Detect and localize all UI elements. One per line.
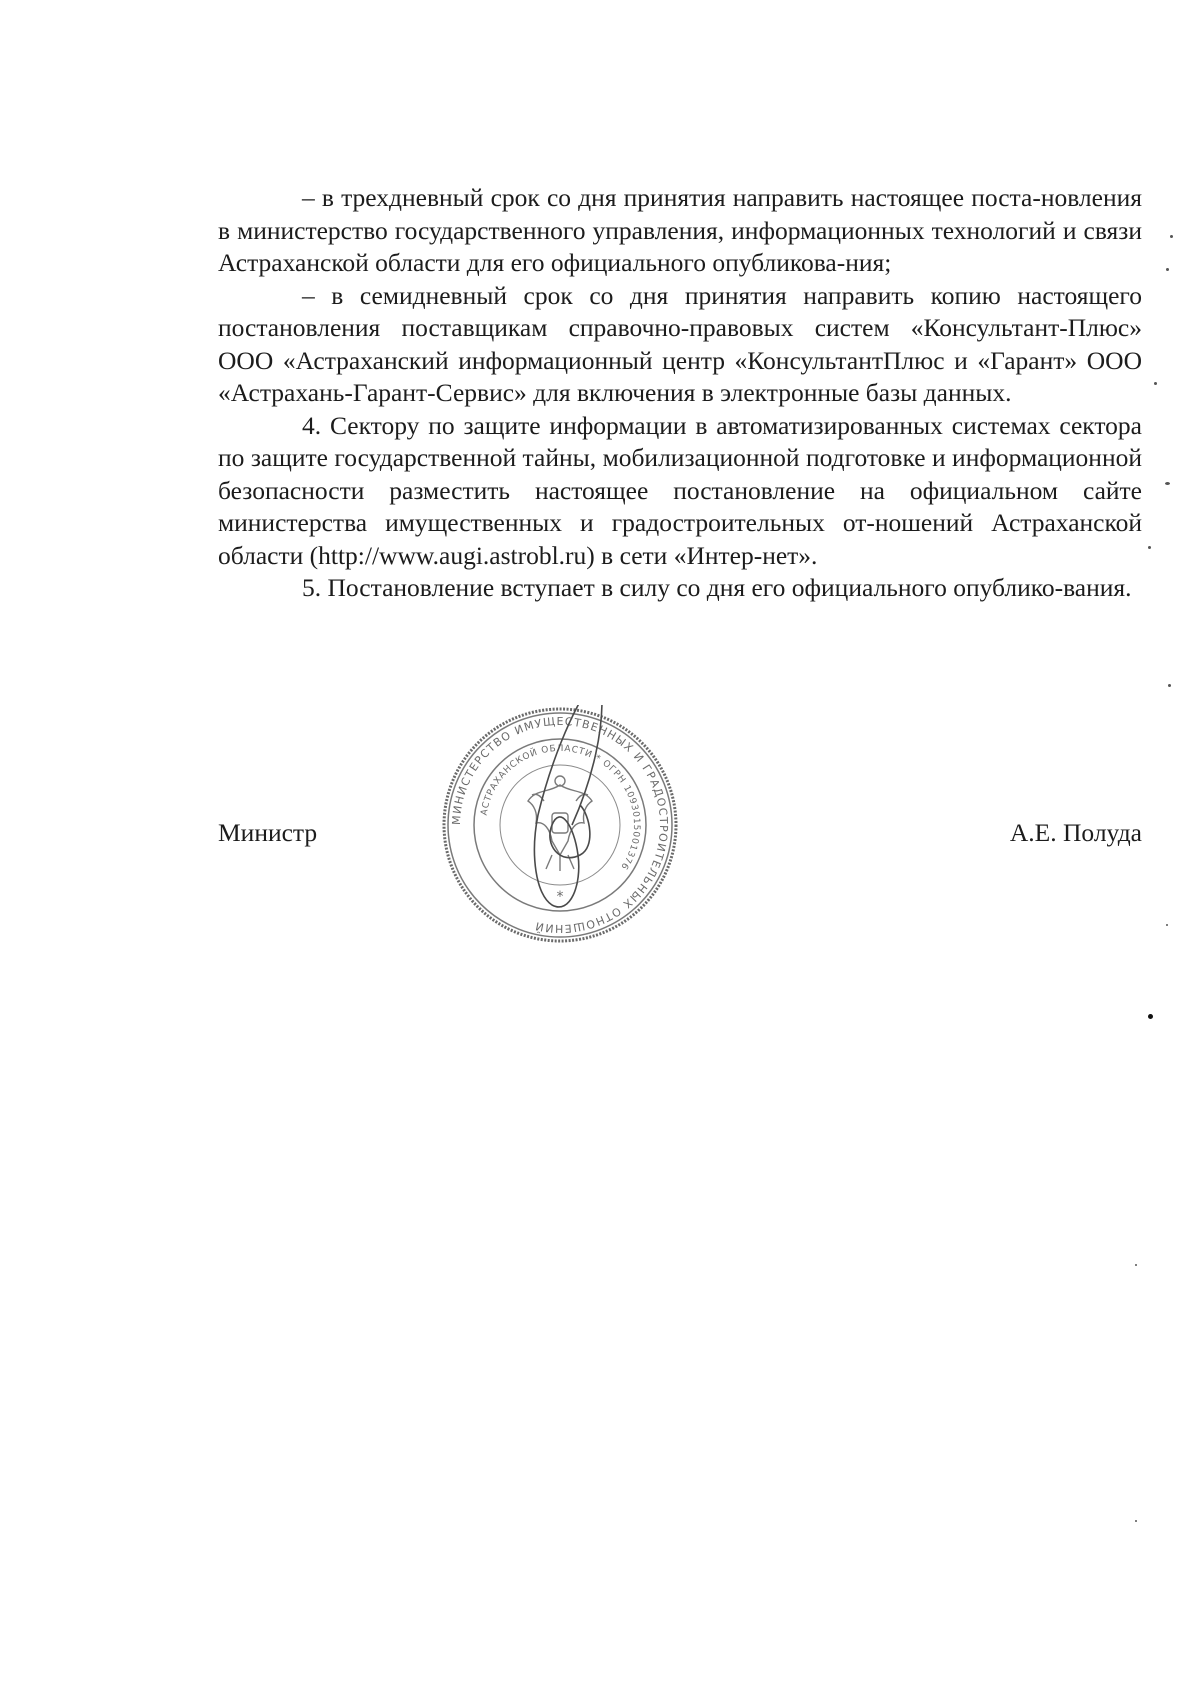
seal-inner-text: АСТРАХАНСКОЙ ОБЛАСТИ * ОГРН 1093015001376 [479, 743, 642, 872]
scan-speck [1168, 684, 1171, 687]
coat-of-arms-emblem [528, 776, 592, 871]
scan-speck [1166, 924, 1168, 926]
paragraph-item-5: 5. Постановление вступает в силу со дня его официального опублико-вания. [302, 573, 1132, 602]
paragraph-publication: – в трехдневный срок со дня принятия направить настоящее поста-новления в министерство государственного управления, информационных технологий и связи Астраханской области для его официального опубликова-ния; [218, 183, 1142, 277]
paragraph-legal-systems: – в семидневный срок со дня принятия направить копию настоящего постановления поставщикам справочно-правовых систем «Консультант-Плюс» ООО «Астраханский информационный центр «КонсультантПлюс и «Гарант» ООО «Астрахань-Гарант-Сервис» для включения в электронные базы данных. [218, 280, 1142, 407]
seal-star: * [556, 889, 564, 905]
handwritten-signature [534, 705, 601, 907]
scan-speck [1166, 268, 1169, 271]
signatory-name: А.Е. Полуда [1009, 818, 1142, 847]
scan-speck [1148, 1014, 1153, 1019]
official-seal-stamp [440, 705, 680, 945]
scan-speck [1148, 546, 1151, 549]
body-text [218, 182, 1142, 605]
scan-speck [1154, 382, 1157, 385]
scan-speck [1170, 235, 1173, 238]
signatory-title: Министр [218, 818, 318, 847]
seal-outer-text: МИНИСТЕРСТВО ИМУЩЕСТВЕННЫХ И ГРАДОСТРОИТЕЛЬНЫХ ОТНОШЕНИЙ [449, 714, 671, 936]
scan-speck [1135, 1520, 1137, 1522]
scan-speck [1135, 1264, 1137, 1266]
svg-text:АСТРАХАНСКОЙ ОБЛАСТИ * ОГРН 10 [480, 744, 641, 871]
signature-block [218, 818, 1142, 858]
paragraph-item-4: 4. Сектору по защите информации в автоматизированных системах сектора по защите государственной тайны, мобилизационной подготовке и информационной безопасности разместить настоящее постановление на официальном сайте министерства имущественных и градостроительных от-ношений Астраханской области (http://www.augi.astrobl.ru) в сети «Интер-нет». [218, 410, 1142, 570]
scan-speck [1165, 482, 1170, 485]
